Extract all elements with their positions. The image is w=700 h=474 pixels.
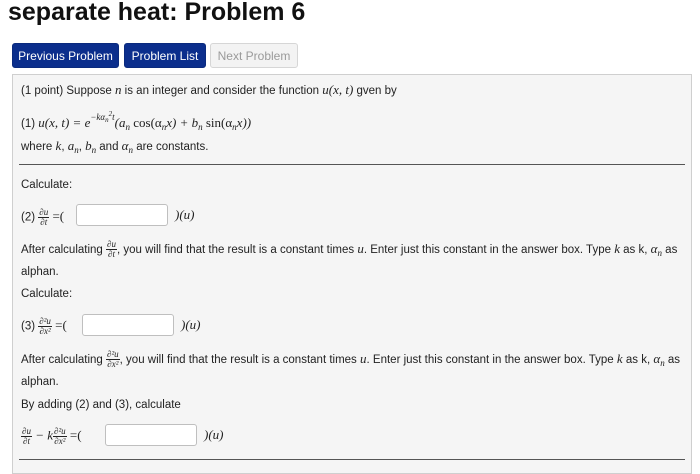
var-sub: n [91,145,97,155]
eq1-part: sin(α [202,115,233,130]
instr-text: . Enter just this constant in the answer box. Type [366,354,617,366]
eq1-sub: n [125,122,130,132]
partial-u-xx [53,427,67,446]
eq1-part: (a [114,115,126,130]
partial-u-xx [38,317,52,336]
partial-u-t [38,208,49,227]
var-a: a [67,138,75,153]
constants-note [21,138,208,155]
comma: , [61,141,68,153]
q2-label: (2) [21,211,39,224]
var-u: u [360,351,367,366]
instruction-paragraph-2 [21,349,681,392]
frac-num: ∂²u [39,316,51,326]
instr-text: as [661,244,678,256]
eq1-exponent [90,112,114,122]
divider [19,459,685,460]
frac-num: ∂u [22,426,31,436]
divider [19,164,685,165]
intro-text: gven by [353,85,397,97]
calculate-label: Calculate: [21,288,73,300]
instr-text: After calculating [21,244,107,256]
frac-den: ∂t [23,436,30,446]
instr-text: as k, [622,354,654,366]
eq1-part: cos(α [130,115,162,130]
eq1-exp-t: t [112,112,115,122]
frac-num: ∂u [39,207,49,217]
eq1-exp-sup: 2 [108,110,113,118]
q3-label: (3) [21,320,39,333]
q2-close: )(u) [175,207,195,222]
question-3 [21,317,67,336]
var-n: n [114,82,122,97]
problem-list-button[interactable]: Problem List [124,43,206,68]
next-problem-button: Next Problem [210,43,298,68]
partial-u-t [106,240,117,259]
instr-text: alphan. [21,376,59,388]
partial-u-t [21,427,32,446]
intro-text: is an integer and consider the function [121,85,323,97]
final-answer-input[interactable] [105,424,197,446]
var-alpha: α [121,138,129,153]
eq1-sub: n [198,122,203,132]
minus-k: − k [31,427,53,443]
frac-den: ∂t [40,217,48,227]
adding-instruction: By adding (2) and (3), calculate [21,399,181,411]
instr-text: alphan. [21,266,59,278]
calculate-label: Calculate: [21,179,73,191]
q3-close: )(u) [181,317,201,332]
previous-problem-button[interactable]: Previous Problem [12,43,119,68]
q3-answer-input[interactable] [82,314,174,336]
eq1-label: (1) [21,118,39,130]
frac-num: ∂u [107,239,116,250]
frac-num: ∂²u [107,349,119,360]
equals-paren: =( [51,317,67,333]
eq1-sub: n [161,122,167,132]
final-question [21,427,82,446]
instr-text: , you will find that the result is a constant times [116,244,358,256]
eq1-part: x)) [236,115,252,130]
equals-paren: =( [66,427,82,443]
var-k: k [614,241,620,256]
var-u: u [357,241,364,256]
where-text: and [96,141,122,153]
question-2 [21,208,64,227]
final-close: )(u) [204,427,224,442]
page-title: separate heat: Problem 6 [8,0,306,26]
eq1-sub: n [232,122,237,132]
var-sub: n [128,145,133,155]
instr-text: , you will find that the result is a constant times [119,354,361,366]
var-sub: n [657,248,662,258]
var-alpha: α [650,241,658,256]
q2-answer-input[interactable] [76,204,168,226]
var-k: k [616,351,623,366]
equation-1 [21,110,251,132]
var-alpha: α [653,351,661,366]
instr-text: as k, [619,244,651,256]
eq1-exp-sub: n [105,116,109,124]
frac-num: ∂²u [54,426,66,436]
comma: , [78,141,86,153]
instruction-paragraph-1 [21,239,681,282]
problem-panel [12,74,692,474]
instr-text: . Enter just this constant in the answer box. Type [363,244,615,256]
instr-text: as [664,354,681,366]
eq1-part: x) + b [166,115,199,130]
var-b: b [85,138,92,153]
partial-u-xx [106,350,120,369]
var-k: k [55,138,62,153]
intro-text: (1 point) Suppose [21,85,115,97]
frac-den: ∂t [108,249,115,260]
frac-den: ∂x² [39,326,51,336]
frac-den: ∂x² [54,436,66,446]
eq1-lhs: u(x, t) = e [38,115,91,130]
problem-intro [21,82,397,98]
equals-paren: =( [49,208,65,224]
eq1-exp-text: −kα [90,112,106,122]
var-sub: n [74,145,79,155]
frac-den: ∂x² [107,359,119,370]
instr-text: After calculating [21,354,107,366]
where-text: are constants. [133,141,209,153]
where-text: where [21,141,56,153]
func-u: u(x, t) [322,82,354,97]
var-sub: n [660,358,665,368]
